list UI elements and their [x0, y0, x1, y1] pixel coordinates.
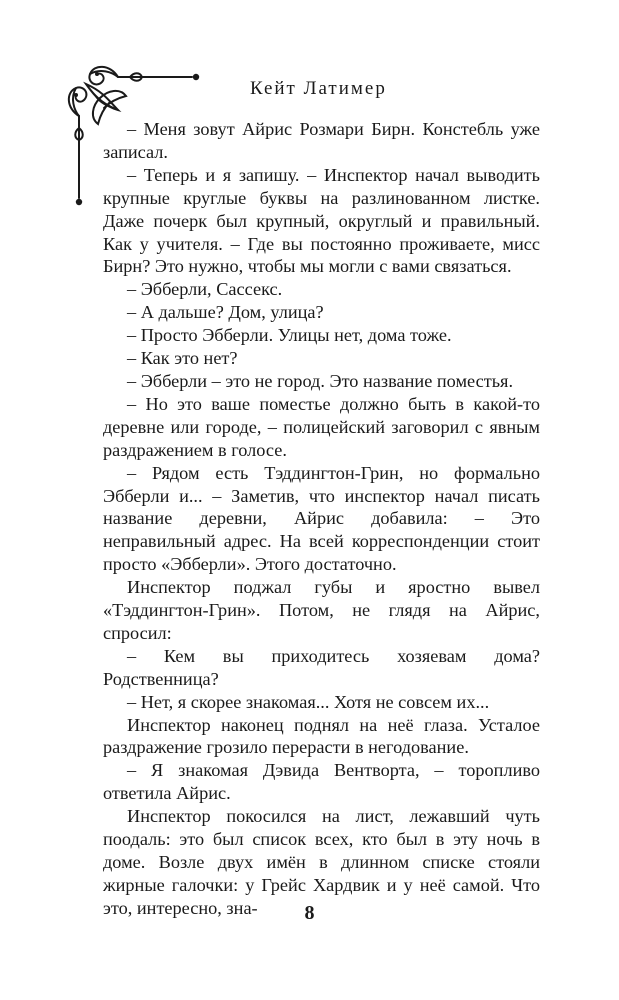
paragraph: – Кем вы приходитесь хозяевам дома? Родственница? — [103, 645, 540, 689]
paragraph: Инспектор покосился на лист, лежавший чуть поодаль: это был список всех, кто был в эту ночь в доме. Возле двух имён в длинном списке стояли жирные галочки: у Грейс Хардвик и у неё самой. Что это, интересно, зна- — [103, 806, 540, 918]
paragraph: – Эбберли, Сассекс. — [127, 279, 283, 300]
running-head: Кейт Латимер — [250, 78, 387, 99]
body-text — [103, 118, 540, 920]
paragraph: – Меня зовут Айрис Розмари Бирн. Констебль уже записал. — [103, 119, 540, 162]
paragraph: – Просто Эбберли. Улицы нет, дома тоже. — [127, 325, 452, 346]
paragraph: – А дальше? Дом, улица? — [127, 302, 324, 323]
paragraph: – Рядом есть Тэддингтон-Грин, но формально Эбберли и... – Заметив, что инспектор начал писать название деревни, Айрис добавила: – Это неправильный адрес. На всей корреспонденции стоит просто «Эбберли». Этого достаточно. — [103, 462, 540, 575]
paragraph: Инспектор наконец поднял на неё глаза. Усталое раздражение грозило перерасти в негодование. — [103, 714, 540, 758]
paragraph: – Эбберли – это не город. Это название поместья. — [127, 370, 514, 391]
paragraph: Инспектор поджал губы и яростно вывел «Тэддингтон-Грин». Потом, не глядя на Айрис, спросил: — [103, 577, 540, 643]
paragraph: – Нет, я скорее знакомая... Хотя не совсем их... — [127, 691, 490, 712]
paragraph: – Как это нет? — [127, 348, 238, 369]
paragraph: – Но это ваше поместье должно быть в какой-то деревне или городе, – полицейский заговорил с явным раздражением в голосе. — [103, 393, 540, 460]
page-number: 8 — [304, 902, 315, 924]
paragraph: – Я знакомая Дэвида Вентворта, – торопливо ответила Айрис. — [103, 760, 540, 804]
paragraph: – Теперь и я запишу. – Инспектор начал выводить крупные круглые буквы на разлинованном листке. Даже почерк был крупный, округлый и правильный. Как у учителя. – Где вы постоянно проживаете, мисс Бирн? Это нужно, чтобы мы могли с вами связаться. — [103, 164, 540, 277]
